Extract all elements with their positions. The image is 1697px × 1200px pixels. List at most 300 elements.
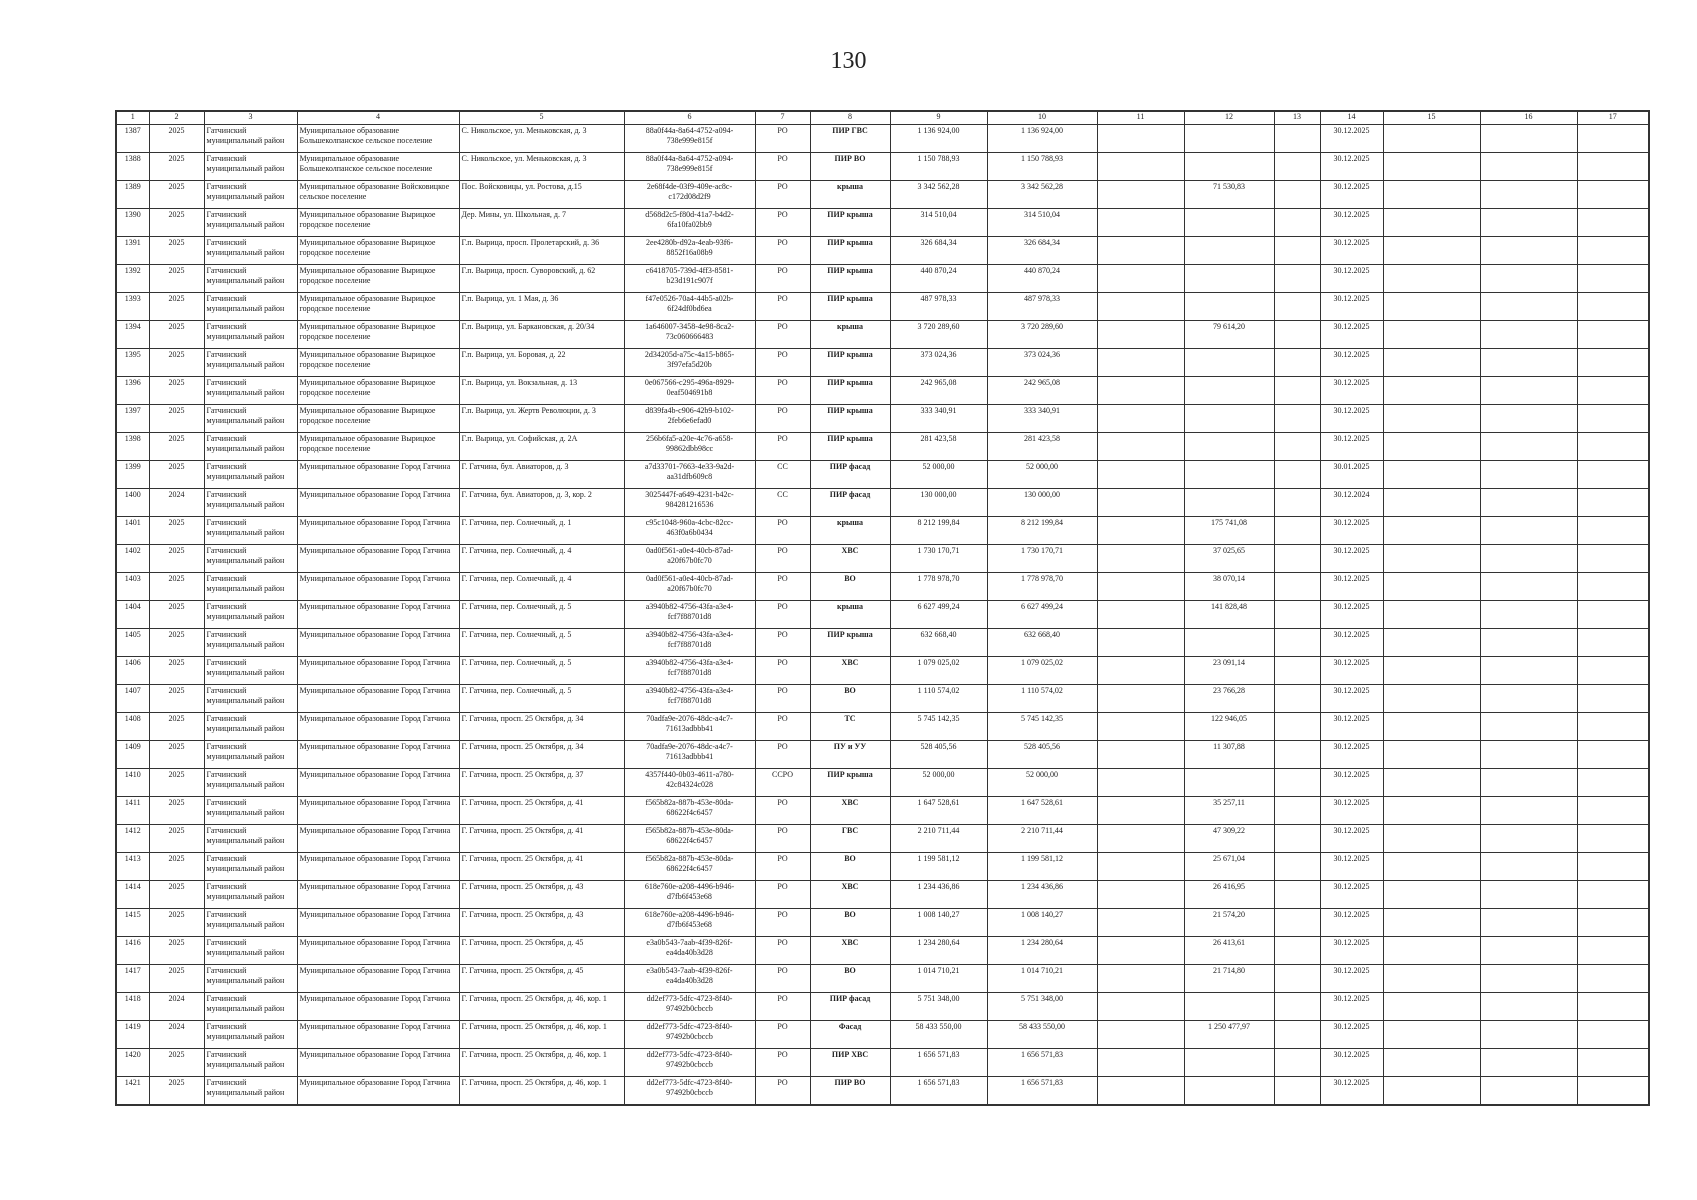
- guid-cell: dd2ef773-5dfc-4723-8f40-97492b0cbccb: [624, 1021, 755, 1049]
- col16-cell: [1480, 265, 1577, 293]
- sum-cell: 314 510,04: [890, 209, 987, 237]
- municipality-cell: Муниципальное образование Город Гатчина: [297, 909, 459, 937]
- col15-cell: [1383, 545, 1480, 573]
- guid-cell: 2e68f4de-03f9-409e-ac8c-c172d08d2f9: [624, 181, 755, 209]
- total-cell: 314 510,04: [987, 209, 1097, 237]
- col16-cell: [1480, 517, 1577, 545]
- col17-cell: [1577, 517, 1649, 545]
- date-cell: 30.12.2025: [1320, 405, 1383, 433]
- col12-cell: 23 091,14: [1184, 657, 1274, 685]
- municipality-cell: Муниципальное образование Вырицкое городское поселение: [297, 209, 459, 237]
- col13-cell: [1274, 1021, 1320, 1049]
- col17-cell: [1577, 181, 1649, 209]
- col16-cell: [1480, 657, 1577, 685]
- district-cell: Гатчинский муниципальный район: [204, 1077, 297, 1106]
- col12-cell: [1184, 153, 1274, 181]
- total-cell: 1 150 788,93: [987, 153, 1097, 181]
- col17-cell: [1577, 769, 1649, 797]
- municipality-cell: Муниципальное образование Город Гатчина: [297, 489, 459, 517]
- column-header: 3: [204, 111, 297, 125]
- guid-cell: f565b82a-887b-453e-80da-68622f4c6457: [624, 853, 755, 881]
- col11-cell: [1097, 713, 1184, 741]
- row-number-cell: 1397: [116, 405, 149, 433]
- date-cell: 30.12.2025: [1320, 881, 1383, 909]
- col15-cell: [1383, 741, 1480, 769]
- year-cell: 2025: [149, 937, 204, 965]
- col17-cell: [1577, 629, 1649, 657]
- municipality-cell: Муниципальное образование Вырицкое городское поселение: [297, 433, 459, 461]
- row-number-cell: 1395: [116, 349, 149, 377]
- col13-cell: [1274, 601, 1320, 629]
- column-header: 15: [1383, 111, 1480, 125]
- year-cell: 2025: [149, 153, 204, 181]
- year-cell: 2025: [149, 321, 204, 349]
- year-cell: 2024: [149, 993, 204, 1021]
- municipality-cell: Муниципальное образование Город Гатчина: [297, 601, 459, 629]
- table-row: [116, 517, 1649, 545]
- district-cell: Гатчинский муниципальный район: [204, 685, 297, 713]
- col13-cell: [1274, 685, 1320, 713]
- col13-cell: [1274, 629, 1320, 657]
- col15-cell: [1383, 153, 1480, 181]
- row-number-cell: 1398: [116, 433, 149, 461]
- municipality-cell: Муниципальное образование Город Гатчина: [297, 769, 459, 797]
- type-cell: РО: [755, 545, 810, 573]
- col16-cell: [1480, 629, 1577, 657]
- col12-cell: 23 766,28: [1184, 685, 1274, 713]
- col17-cell: [1577, 153, 1649, 181]
- work-type-cell: ПИР крыша: [810, 293, 890, 321]
- date-cell: 30.12.2025: [1320, 349, 1383, 377]
- address-cell: Г.п. Вырица, просп. Пролетарский, д. 36: [459, 237, 624, 265]
- table-row: [116, 209, 1649, 237]
- col17-cell: [1577, 657, 1649, 685]
- table-row: [116, 937, 1649, 965]
- col15-cell: [1383, 1021, 1480, 1049]
- type-cell: РО: [755, 741, 810, 769]
- work-type-cell: ВО: [810, 685, 890, 713]
- municipality-cell: Муниципальное образование Город Гатчина: [297, 1077, 459, 1106]
- total-cell: 1 730 170,71: [987, 545, 1097, 573]
- col11-cell: [1097, 909, 1184, 937]
- work-type-cell: ПИР ГВС: [810, 125, 890, 153]
- col16-cell: [1480, 349, 1577, 377]
- guid-cell: 2d34205d-a75c-4a15-b865-3f97efa5d20b: [624, 349, 755, 377]
- table-row: [116, 825, 1649, 853]
- guid-cell: dd2ef773-5dfc-4723-8f40-97492b0cbccb: [624, 1077, 755, 1106]
- guid-cell: a3940b82-4756-43fa-a3e4-fcf7f88701d8: [624, 629, 755, 657]
- municipality-cell: Муниципальное образование Город Гатчина: [297, 713, 459, 741]
- total-cell: 1 014 710,21: [987, 965, 1097, 993]
- municipality-cell: Муниципальное образование Город Гатчина: [297, 685, 459, 713]
- work-type-cell: ПИР крыша: [810, 265, 890, 293]
- row-number-cell: 1416: [116, 937, 149, 965]
- date-cell: 30.12.2025: [1320, 937, 1383, 965]
- year-cell: 2025: [149, 769, 204, 797]
- row-number-cell: 1399: [116, 461, 149, 489]
- row-number-cell: 1407: [116, 685, 149, 713]
- sum-cell: 326 684,34: [890, 237, 987, 265]
- sum-cell: 1 008 140,27: [890, 909, 987, 937]
- col11-cell: [1097, 937, 1184, 965]
- col12-cell: 38 070,14: [1184, 573, 1274, 601]
- col17-cell: [1577, 965, 1649, 993]
- municipality-cell: Муниципальное образование Город Гатчина: [297, 517, 459, 545]
- row-number-cell: 1405: [116, 629, 149, 657]
- district-cell: Гатчинский муниципальный район: [204, 125, 297, 153]
- row-number-cell: 1410: [116, 769, 149, 797]
- work-type-cell: ХВС: [810, 657, 890, 685]
- district-cell: Гатчинский муниципальный район: [204, 461, 297, 489]
- col11-cell: [1097, 209, 1184, 237]
- col11-cell: [1097, 1021, 1184, 1049]
- district-cell: Гатчинский муниципальный район: [204, 993, 297, 1021]
- total-cell: 2 210 711,44: [987, 825, 1097, 853]
- date-cell: 30.12.2025: [1320, 853, 1383, 881]
- col12-cell: 21 714,80: [1184, 965, 1274, 993]
- column-header: 14: [1320, 111, 1383, 125]
- address-cell: Г. Гатчина, просп. 25 Октября, д. 41: [459, 853, 624, 881]
- col15-cell: [1383, 377, 1480, 405]
- date-cell: 30.12.2025: [1320, 321, 1383, 349]
- date-cell: 30.12.2025: [1320, 433, 1383, 461]
- col17-cell: [1577, 937, 1649, 965]
- municipality-cell: Муниципальное образование Вырицкое городское поселение: [297, 237, 459, 265]
- col16-cell: [1480, 293, 1577, 321]
- type-cell: РО: [755, 881, 810, 909]
- guid-cell: d568d2c5-f80d-41a7-b4d2-6fa10fa02bb9: [624, 209, 755, 237]
- address-cell: Г. Гатчина, бул. Авиаторов, д. 3, кор. 2: [459, 489, 624, 517]
- address-cell: Г. Гатчина, просп. 25 Октября, д. 43: [459, 909, 624, 937]
- col12-cell: 141 828,48: [1184, 601, 1274, 629]
- row-number-cell: 1402: [116, 545, 149, 573]
- type-cell: СС: [755, 489, 810, 517]
- year-cell: 2025: [149, 741, 204, 769]
- col12-cell: 79 614,20: [1184, 321, 1274, 349]
- work-type-cell: ПИР фасад: [810, 993, 890, 1021]
- sum-cell: 333 340,91: [890, 405, 987, 433]
- date-cell: 30.12.2025: [1320, 1077, 1383, 1106]
- address-cell: Г. Гатчина, просп. 25 Октября, д. 46, кор. 1: [459, 993, 624, 1021]
- municipality-cell: Муниципальное образование Город Гатчина: [297, 573, 459, 601]
- col11-cell: [1097, 741, 1184, 769]
- col13-cell: [1274, 853, 1320, 881]
- municipality-cell: Муниципальное образование Большеколпанское сельское поселение: [297, 153, 459, 181]
- col13-cell: [1274, 377, 1320, 405]
- column-header: 10: [987, 111, 1097, 125]
- col12-cell: 26 413,61: [1184, 937, 1274, 965]
- guid-cell: 4357f440-0b03-4611-a780-42c84324c028: [624, 769, 755, 797]
- municipality-cell: Муниципальное образование Город Гатчина: [297, 937, 459, 965]
- total-cell: 373 024,36: [987, 349, 1097, 377]
- row-number-cell: 1388: [116, 153, 149, 181]
- date-cell: 30.12.2025: [1320, 237, 1383, 265]
- table-row: [116, 321, 1649, 349]
- col16-cell: [1480, 937, 1577, 965]
- date-cell: 30.12.2025: [1320, 125, 1383, 153]
- district-cell: Гатчинский муниципальный район: [204, 965, 297, 993]
- guid-cell: f565b82a-887b-453e-80da-68622f4c6457: [624, 825, 755, 853]
- row-number-cell: 1404: [116, 601, 149, 629]
- type-cell: РО: [755, 601, 810, 629]
- type-cell: РО: [755, 825, 810, 853]
- total-cell: 632 668,40: [987, 629, 1097, 657]
- table-row: [116, 349, 1649, 377]
- col17-cell: [1577, 881, 1649, 909]
- col16-cell: [1480, 965, 1577, 993]
- type-cell: РО: [755, 909, 810, 937]
- col15-cell: [1383, 629, 1480, 657]
- row-number-cell: 1389: [116, 181, 149, 209]
- sum-cell: 632 668,40: [890, 629, 987, 657]
- guid-cell: 88a0f44a-8a64-4752-a094-738e999e815f: [624, 153, 755, 181]
- work-type-cell: ВО: [810, 965, 890, 993]
- col15-cell: [1383, 937, 1480, 965]
- work-type-cell: крыша: [810, 517, 890, 545]
- address-cell: Г. Гатчина, пер. Солнечный, д. 5: [459, 685, 624, 713]
- col17-cell: [1577, 853, 1649, 881]
- col12-cell: [1184, 461, 1274, 489]
- col16-cell: [1480, 1077, 1577, 1106]
- address-cell: Г. Гатчина, просп. 25 Октября, д. 46, кор. 1: [459, 1077, 624, 1106]
- year-cell: 2025: [149, 349, 204, 377]
- total-cell: 5 751 348,00: [987, 993, 1097, 1021]
- municipality-cell: Муниципальное образование Вырицкое городское поселение: [297, 321, 459, 349]
- row-number-cell: 1417: [116, 965, 149, 993]
- column-header: 9: [890, 111, 987, 125]
- sum-cell: 1 234 436,86: [890, 881, 987, 909]
- table-row: [116, 993, 1649, 1021]
- type-cell: РО: [755, 517, 810, 545]
- total-cell: 1 656 571,83: [987, 1077, 1097, 1106]
- sum-cell: 52 000,00: [890, 769, 987, 797]
- year-cell: 2025: [149, 825, 204, 853]
- municipality-cell: Муниципальное образование Вырицкое городское поселение: [297, 377, 459, 405]
- row-number-cell: 1419: [116, 1021, 149, 1049]
- col16-cell: [1480, 993, 1577, 1021]
- work-type-cell: ПИР крыша: [810, 769, 890, 797]
- date-cell: 30.12.2025: [1320, 1049, 1383, 1077]
- year-cell: 2025: [149, 265, 204, 293]
- guid-cell: dd2ef773-5dfc-4723-8f40-97492b0cbccb: [624, 993, 755, 1021]
- work-type-cell: ПИР крыша: [810, 237, 890, 265]
- guid-cell: 70adfa9e-2076-48dc-a4c7-71613adbbb41: [624, 741, 755, 769]
- table-row: [116, 881, 1649, 909]
- sum-cell: 6 627 499,24: [890, 601, 987, 629]
- col12-cell: 37 025,65: [1184, 545, 1274, 573]
- col13-cell: [1274, 713, 1320, 741]
- date-cell: 30.12.2025: [1320, 377, 1383, 405]
- row-number-cell: 1420: [116, 1049, 149, 1077]
- type-cell: РО: [755, 293, 810, 321]
- total-cell: 326 684,34: [987, 237, 1097, 265]
- district-cell: Гатчинский муниципальный район: [204, 545, 297, 573]
- col17-cell: [1577, 601, 1649, 629]
- address-cell: Г.п. Вырица, ул. Вокзальная, д. 13: [459, 377, 624, 405]
- date-cell: 30.12.2024: [1320, 489, 1383, 517]
- date-cell: 30.12.2025: [1320, 293, 1383, 321]
- col17-cell: [1577, 377, 1649, 405]
- type-cell: РО: [755, 965, 810, 993]
- col13-cell: [1274, 181, 1320, 209]
- col13-cell: [1274, 433, 1320, 461]
- col11-cell: [1097, 1049, 1184, 1077]
- col13-cell: [1274, 125, 1320, 153]
- year-cell: 2025: [149, 461, 204, 489]
- address-cell: Г. Гатчина, просп. 25 Октября, д. 34: [459, 741, 624, 769]
- address-cell: Дер. Мины, ул. Школьная, д. 7: [459, 209, 624, 237]
- col13-cell: [1274, 657, 1320, 685]
- work-type-cell: ПИР фасад: [810, 461, 890, 489]
- table-row: [116, 1077, 1649, 1106]
- col17-cell: [1577, 545, 1649, 573]
- col13-cell: [1274, 993, 1320, 1021]
- guid-cell: a3940b82-4756-43fa-a3e4-fcf7f88701d8: [624, 685, 755, 713]
- district-cell: Гатчинский муниципальный район: [204, 853, 297, 881]
- work-type-cell: ПИР крыша: [810, 405, 890, 433]
- col15-cell: [1383, 349, 1480, 377]
- column-number-row: [116, 111, 1649, 125]
- guid-cell: a3940b82-4756-43fa-a3e4-fcf7f88701d8: [624, 657, 755, 685]
- sum-cell: 52 000,00: [890, 461, 987, 489]
- col11-cell: [1097, 965, 1184, 993]
- col13-cell: [1274, 741, 1320, 769]
- work-type-cell: ПИР ВО: [810, 153, 890, 181]
- col16-cell: [1480, 181, 1577, 209]
- guid-cell: 2ee4280b-d92a-4eab-93f6-8852f16a08b9: [624, 237, 755, 265]
- type-cell: СС: [755, 461, 810, 489]
- col12-cell: [1184, 769, 1274, 797]
- row-number-cell: 1409: [116, 741, 149, 769]
- sum-cell: 3 720 289,60: [890, 321, 987, 349]
- address-cell: Г. Гатчина, просп. 25 Октября, д. 46, кор. 1: [459, 1021, 624, 1049]
- table-row: [116, 741, 1649, 769]
- col13-cell: [1274, 153, 1320, 181]
- total-cell: 6 627 499,24: [987, 601, 1097, 629]
- col12-cell: [1184, 293, 1274, 321]
- address-cell: Г. Гатчина, просп. 25 Октября, д. 46, кор. 1: [459, 1049, 624, 1077]
- col12-cell: [1184, 377, 1274, 405]
- district-cell: Гатчинский муниципальный район: [204, 517, 297, 545]
- year-cell: 2025: [149, 1049, 204, 1077]
- col12-cell: 25 671,04: [1184, 853, 1274, 881]
- type-cell: РО: [755, 937, 810, 965]
- type-cell: ССРО: [755, 769, 810, 797]
- municipality-cell: Муниципальное образование Город Гатчина: [297, 545, 459, 573]
- district-cell: Гатчинский муниципальный район: [204, 265, 297, 293]
- work-type-cell: крыша: [810, 321, 890, 349]
- work-type-cell: ПИР крыша: [810, 433, 890, 461]
- year-cell: 2025: [149, 237, 204, 265]
- municipality-cell: Муниципальное образование Город Гатчина: [297, 629, 459, 657]
- col17-cell: [1577, 433, 1649, 461]
- col17-cell: [1577, 1021, 1649, 1049]
- row-number-cell: 1387: [116, 125, 149, 153]
- type-cell: РО: [755, 321, 810, 349]
- type-cell: РО: [755, 433, 810, 461]
- address-cell: Г. Гатчина, просп. 25 Октября, д. 45: [459, 937, 624, 965]
- date-cell: 30.12.2025: [1320, 209, 1383, 237]
- year-cell: 2025: [149, 433, 204, 461]
- row-number-cell: 1412: [116, 825, 149, 853]
- district-cell: Гатчинский муниципальный район: [204, 713, 297, 741]
- date-cell: 30.12.2025: [1320, 1021, 1383, 1049]
- col12-cell: [1184, 405, 1274, 433]
- col15-cell: [1383, 657, 1480, 685]
- guid-cell: d839fa4b-c906-42b9-b102-2feb6e6efad0: [624, 405, 755, 433]
- col11-cell: [1097, 657, 1184, 685]
- year-cell: 2024: [149, 1021, 204, 1049]
- row-number-cell: 1408: [116, 713, 149, 741]
- table-row: [116, 489, 1649, 517]
- col17-cell: [1577, 125, 1649, 153]
- total-cell: 5 745 142,35: [987, 713, 1097, 741]
- table-row: [116, 685, 1649, 713]
- col15-cell: [1383, 909, 1480, 937]
- work-type-cell: ПИР крыша: [810, 629, 890, 657]
- col13-cell: [1274, 1049, 1320, 1077]
- col13-cell: [1274, 797, 1320, 825]
- address-cell: Пос. Войсковицы, ул. Ростова, д.15: [459, 181, 624, 209]
- type-cell: РО: [755, 1077, 810, 1106]
- type-cell: РО: [755, 125, 810, 153]
- district-cell: Гатчинский муниципальный район: [204, 293, 297, 321]
- sum-cell: 8 212 199,84: [890, 517, 987, 545]
- col15-cell: [1383, 181, 1480, 209]
- col13-cell: [1274, 1077, 1320, 1106]
- district-cell: Гатчинский муниципальный район: [204, 769, 297, 797]
- col13-cell: [1274, 293, 1320, 321]
- total-cell: 1 199 581,12: [987, 853, 1097, 881]
- column-header: 7: [755, 111, 810, 125]
- col13-cell: [1274, 965, 1320, 993]
- column-header: 4: [297, 111, 459, 125]
- guid-cell: 88a0f44a-8a64-4752-a094-738e999e815f: [624, 125, 755, 153]
- table-row: [116, 377, 1649, 405]
- district-cell: Гатчинский муниципальный район: [204, 1021, 297, 1049]
- district-cell: Гатчинский муниципальный район: [204, 881, 297, 909]
- district-cell: Гатчинский муниципальный район: [204, 349, 297, 377]
- guid-cell: 0ad0f561-a0e4-40cb-87ad-a20f67b0fc70: [624, 573, 755, 601]
- sum-cell: 1 778 978,70: [890, 573, 987, 601]
- municipality-cell: Муниципальное образование Вырицкое городское поселение: [297, 349, 459, 377]
- guid-cell: 1a646007-3458-4e98-8ca2-73c060666483: [624, 321, 755, 349]
- col13-cell: [1274, 573, 1320, 601]
- col12-cell: [1184, 489, 1274, 517]
- total-cell: 333 340,91: [987, 405, 1097, 433]
- sum-cell: 1 150 788,93: [890, 153, 987, 181]
- district-cell: Гатчинский муниципальный район: [204, 153, 297, 181]
- sum-cell: 1 079 025,02: [890, 657, 987, 685]
- col15-cell: [1383, 489, 1480, 517]
- table-row: [116, 1049, 1649, 1077]
- table-row: [116, 181, 1649, 209]
- col12-cell: 21 574,20: [1184, 909, 1274, 937]
- col15-cell: [1383, 433, 1480, 461]
- table-row: [116, 601, 1649, 629]
- type-cell: РО: [755, 1049, 810, 1077]
- municipality-cell: Муниципальное образование Войсковицкое сельское поселение: [297, 181, 459, 209]
- address-cell: Г.п. Вырица, ул. 1 Мая, д. 36: [459, 293, 624, 321]
- col11-cell: [1097, 489, 1184, 517]
- col15-cell: [1383, 713, 1480, 741]
- year-cell: 2025: [149, 125, 204, 153]
- year-cell: 2025: [149, 629, 204, 657]
- type-cell: РО: [755, 349, 810, 377]
- col17-cell: [1577, 1049, 1649, 1077]
- col16-cell: [1480, 853, 1577, 881]
- type-cell: РО: [755, 657, 810, 685]
